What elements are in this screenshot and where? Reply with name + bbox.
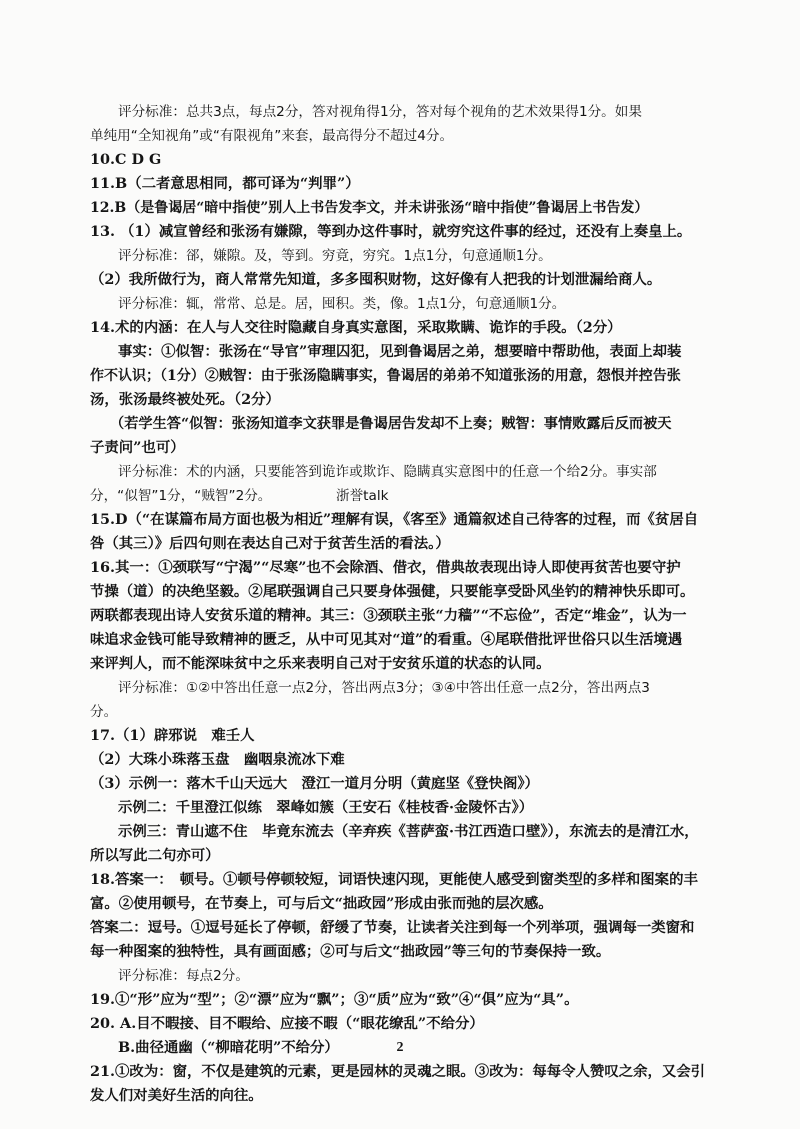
answer-17-3-example: 示例三：青山遮不住 毕竟东流去（辛弃疾《菩萨蛮·书江西造口壁》），东流去的是清江水， xyxy=(118,823,699,840)
answer-14-line: 作不认识；（1分）②贼智：由于张汤隐瞒事实，鲁谒居的弟弟不知道张汤的用意，怨恨并控告张 xyxy=(90,368,681,384)
answer-21-line: 发人们对美好生活的向往。 xyxy=(90,1087,263,1104)
scoring-line: 分，“似智”1分，“贼智”2分。 xyxy=(90,488,272,504)
answer-13-2: （2）我所做行为，商人常常先知道，多多囤积财物，这好像有人把我的计划泄漏给商人。 xyxy=(90,271,662,288)
answer-18-line: 答案二：逗号。①逗号延长了停顿，舒缓了节奏，让读者关注到每一个列举项，强调每一类窗和 xyxy=(90,919,695,936)
scoring-line: 评分标准：①②中答出任意一点2分，答出两点3分；③④中答出任意一点2分，答出两点3 xyxy=(118,680,650,696)
answer-21: 21.①改为：窗，不仅是建筑的元素，更是园林的灵魂之眼。③改为：每每令人赞叹之余，又会引 xyxy=(90,1063,706,1080)
answer-17-3-example: 示例二：千里澄江似练 翠峰如簇（王安石《桂枝香·金陵怀古》） xyxy=(118,799,534,816)
answer-20-b: B.曲径通幽（“柳暗花明”不给分） xyxy=(118,1039,339,1056)
answer-14: 14.术的内涵：在人与人交往时隐藏自身真实意图，采取欺瞒、诡诈的手段。（2分） xyxy=(90,319,622,336)
scoring-line: 评分标准：每点2分。 xyxy=(118,968,249,984)
answer-19: 19.①“形”应为“型”；②“漂”应为“飘”；③“质”应为“致”④“俱”应为“具”。 xyxy=(90,991,579,1008)
answer-16-line: 来评判人，而不能深味贫中之乐来表明自己对于安贫乐道的状态的认同。 xyxy=(90,655,551,672)
page-number: 2 xyxy=(396,1040,404,1055)
scoring-line: 评分标准：术的内涵，只要能答到诡诈或欺诈、隐瞒真实意图中的任意一个给2分。事实部 xyxy=(118,464,657,480)
scoring-line: 评分标准：辄，常常、总是。居，囤积。类，像。1点1分，句意通顺1分。 xyxy=(118,296,566,312)
scoring-line: 分。 xyxy=(90,704,118,720)
answer-17-3: （3）示例一：落木千山天远大 澄江一道月分明（黄庭坚《登快阁》） xyxy=(90,775,539,792)
answer-13-1: 13. （1）减宣曾经和张汤有嫌隙，等到办这件事时，就穷究这件事的经过，还没有上奏皇上。 xyxy=(90,223,692,240)
answer-16-line: 节操（道）的决绝坚毅。②尾联强调自己只要身体强健，只要能享受卧风坐钓的精神快乐即可。 xyxy=(90,583,695,600)
watermark-text: 浙誉talk xyxy=(336,488,389,504)
answer-17-1: 17.（1）辟邪说 难壬人 xyxy=(90,727,255,744)
answer-20-a: 20. A.目不暇接、目不暇给、应接不暇（“眼花缭乱”不给分） xyxy=(90,1015,484,1032)
scoring-line: 单纯用“全知视角”或“有限视角”来套，最高得分不超过4分。 xyxy=(90,128,454,144)
scoring-line: 评分标准：郤，嫌隙。及，等到。穷竟，穷究。1点1分，句意通顺1分。 xyxy=(118,248,552,264)
answer-15: 15.D（“在谋篇布局方面也极为相近”理解有误，《客至》通篇叙述自己待客的过程，而《贫居自 xyxy=(90,511,699,528)
answer-14-line: 子责问”也可） xyxy=(90,439,185,456)
answer-18-line: 每一种图案的独特性，具有画面感；②可与后文“拙政园”等三句的节奏保持一致。 xyxy=(90,943,611,960)
answer-14-line: 汤，张汤最终被处死。（2分） xyxy=(90,391,280,408)
answer-10: 10.C D G xyxy=(90,151,162,168)
answer-17-3-line: 所以写此二句亦可） xyxy=(90,847,220,864)
answer-15-line: 咎（其三）》后四句则在表达自己对于贫苦生活的看法。） xyxy=(90,535,450,552)
answer-14-line: （若学生答“似智：张汤知道李文获罪是鲁谒居告发却不上奏；贼智：事情败露后反而被天 xyxy=(110,416,672,432)
answer-16: 16.其一：①颈联写“宁渴”“尽寒”也不会除酒、借衣，借典故表现出诗人即使再贫苦也要守护 xyxy=(90,559,681,576)
answer-18: 18.答案一： 顿号。①顿号停顿较短，词语快速闪现，更能使人感受到窗类型的多样和图案的丰 xyxy=(90,871,698,888)
answer-17-2: （2）大珠小珠落玉盘 幽咽泉流冰下难 xyxy=(90,751,345,768)
answer-16-line: 两联都表现出诗人安贫乐道的精神。其三：③颈联主张“力穑”“不忘俭”，否定“堆金”，认为一 xyxy=(90,607,687,624)
answer-18-line: 富。②使用顿号，在节奏上，可与后文“拙政园”形成由张而弛的层次感。 xyxy=(90,895,553,912)
scoring-line: 评分标准：总共3点，每点2分，答对视角得1分，答对每个视角的艺术效果得1分。如果 xyxy=(118,104,642,120)
answer-16-line: 味追求金钱可能导致精神的匮乏，从中可见其对“道”的看重。④尾联借批评世俗只以生活境遇 xyxy=(90,631,683,648)
answer-14-line: 事实：①似智：张汤在“导官”审理囚犯，见到鲁谒居之弟，想要暗中帮助他，表面上却装 xyxy=(118,343,682,360)
answer-11: 11.B（二者意思相同，都可译为“判罪”） xyxy=(90,175,360,192)
answer-12: 12.B（是鲁谒居“暗中指使”别人上书告发李文，并未讲张汤“暗中指使”鲁谒居上书告发） xyxy=(90,200,649,216)
